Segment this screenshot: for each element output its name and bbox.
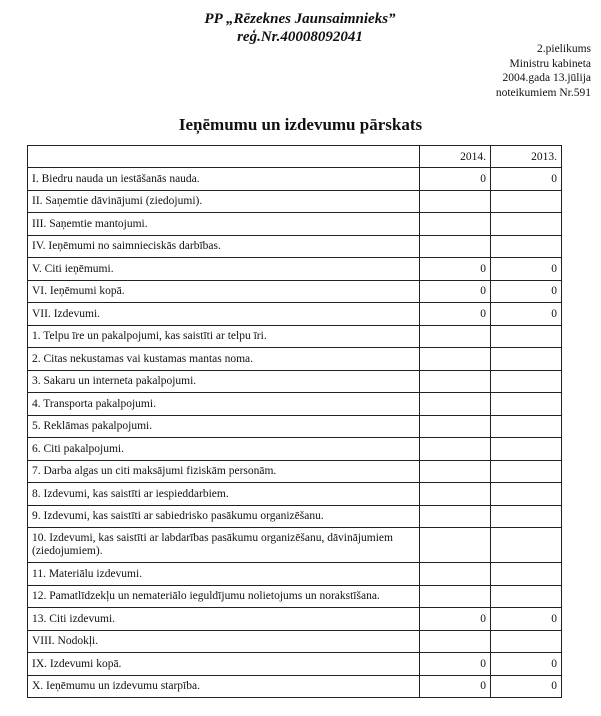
value-2014: [420, 585, 491, 608]
row-label: 11. Materiālu izdevumi.: [28, 563, 420, 586]
value-2013: [491, 505, 562, 528]
table-row: [28, 528, 562, 563]
header-label-cell: [28, 146, 420, 168]
value-2014: 0: [420, 675, 491, 698]
value-2013: [491, 393, 562, 416]
value-2013: [491, 213, 562, 236]
table-row: [28, 370, 562, 393]
organization-name: PP „Rēzeknes Jaunsaimnieks”: [204, 11, 396, 27]
row-label: 7. Darba algas un citi maksājumi fiziskām personām.: [28, 460, 420, 483]
organization-header: [150, 10, 450, 46]
row-label: VII. Izdevumi.: [28, 303, 420, 326]
value-2013: [491, 460, 562, 483]
table-row: [28, 608, 562, 631]
value-2014: [420, 325, 491, 348]
value-2013: [491, 415, 562, 438]
row-label: VI. Ieņēmumi kopā.: [28, 280, 420, 303]
report-table: [27, 145, 562, 698]
row-label: 5. Reklāmas pakalpojumi.: [28, 415, 420, 438]
table-header-row: [28, 146, 562, 168]
row-label: 6. Citi pakalpojumi.: [28, 438, 420, 461]
value-2014: [420, 438, 491, 461]
value-2013: 0: [491, 653, 562, 676]
value-2014: 0: [420, 608, 491, 631]
value-2014: [420, 528, 491, 563]
table-row: [28, 585, 562, 608]
value-2014: [420, 393, 491, 416]
value-2014: [420, 483, 491, 506]
row-label: 12. Pamatlīdzekļu un nemateriālo ieguldījumu nolietojums un norakstīšana.: [28, 585, 420, 608]
table-row: [28, 630, 562, 653]
row-label: 2. Citas nekustamas vai kustamas mantas noma.: [28, 348, 420, 371]
value-2013: 0: [491, 258, 562, 281]
row-label: 8. Izdevumi, kas saistīti ar iespieddarbiem.: [28, 483, 420, 506]
value-2014: [420, 370, 491, 393]
value-2014: 0: [420, 653, 491, 676]
value-2013: [491, 325, 562, 348]
value-2013: [491, 370, 562, 393]
value-2014: 0: [420, 168, 491, 191]
value-2014: [420, 213, 491, 236]
row-label: 10. Izdevumi, kas saistīti ar labdarības pasākumu organizēšanu, dāvinājumiem (ziedojumiem).: [28, 528, 420, 563]
row-label: V. Citi ieņēmumi.: [28, 258, 420, 281]
row-label: 13. Citi izdevumi.: [28, 608, 420, 631]
value-2013: 0: [491, 608, 562, 631]
value-2014: 0: [420, 303, 491, 326]
value-2013: 0: [491, 303, 562, 326]
row-label: VIII. Nodokļi.: [28, 630, 420, 653]
appendix-line-3: 2004.gada 13.jūlija: [502, 72, 591, 84]
value-2013: [491, 483, 562, 506]
table-row: [28, 675, 562, 698]
appendix-line-4: noteikumiem Nr.591: [495, 86, 591, 99]
value-2013: [491, 190, 562, 213]
table-row: [28, 438, 562, 461]
appendix-reference: [496, 42, 591, 100]
table-row: [28, 653, 562, 676]
table-row: [28, 563, 562, 586]
value-2013: [491, 438, 562, 461]
value-2014: 0: [420, 258, 491, 281]
header-year-2013: 2013.: [491, 146, 562, 168]
row-label: I. Biedru nauda un iestāšanās nauda.: [28, 168, 420, 191]
value-2013: [491, 563, 562, 586]
table-row: [28, 483, 562, 506]
row-label: IV. Ieņēmumi no saimnieciskās darbības.: [28, 235, 420, 258]
table-row: [28, 505, 562, 528]
value-2013: 0: [491, 280, 562, 303]
table-row: [28, 393, 562, 416]
table-row: [28, 168, 562, 191]
row-label: 4. Transporta pakalpojumi.: [28, 393, 420, 416]
appendix-line-1: 2.pielikums: [537, 43, 591, 55]
row-label: III. Saņemtie mantojumi.: [28, 213, 420, 236]
report-title: Ieņēmumu un izdevumu pārskats: [178, 115, 423, 134]
value-2013: [491, 348, 562, 371]
table-row: [28, 235, 562, 258]
appendix-line-2: Ministru kabineta: [509, 57, 591, 70]
table-row: [28, 415, 562, 438]
value-2013: [491, 630, 562, 653]
value-2014: [420, 563, 491, 586]
table-row: [28, 280, 562, 303]
table-row: [28, 190, 562, 213]
table-row: [28, 460, 562, 483]
registration-number: reģ.Nr.40008092041: [237, 29, 363, 45]
table-row: [28, 303, 562, 326]
value-2014: 0: [420, 280, 491, 303]
value-2013: [491, 235, 562, 258]
table-row: [28, 258, 562, 281]
value-2013: [491, 528, 562, 563]
row-label: II. Saņemtie dāvinājumi (ziedojumi).: [28, 190, 420, 213]
table-row: [28, 213, 562, 236]
value-2013: 0: [491, 675, 562, 698]
header-year-2014: 2014.: [420, 146, 491, 168]
row-label: 1. Telpu īre un pakalpojumi, kas saistīti ar telpu īri.: [28, 325, 420, 348]
row-label: 3. Sakaru un interneta pakalpojumi.: [28, 370, 420, 393]
value-2014: [420, 235, 491, 258]
value-2014: [420, 460, 491, 483]
table-row: [28, 348, 562, 371]
value-2013: [491, 585, 562, 608]
row-label: IX. Izdevumi kopā.: [28, 653, 420, 676]
table-row: [28, 325, 562, 348]
value-2014: [420, 630, 491, 653]
value-2014: [420, 415, 491, 438]
value-2013: 0: [491, 168, 562, 191]
value-2014: [420, 505, 491, 528]
value-2014: [420, 348, 491, 371]
row-label: X. Ieņēmumu un izdevumu starpība.: [28, 675, 420, 698]
value-2014: [420, 190, 491, 213]
row-label: 9. Izdevumi, kas saistīti ar sabiedrisko pasākumu organizēšanu.: [28, 505, 420, 528]
